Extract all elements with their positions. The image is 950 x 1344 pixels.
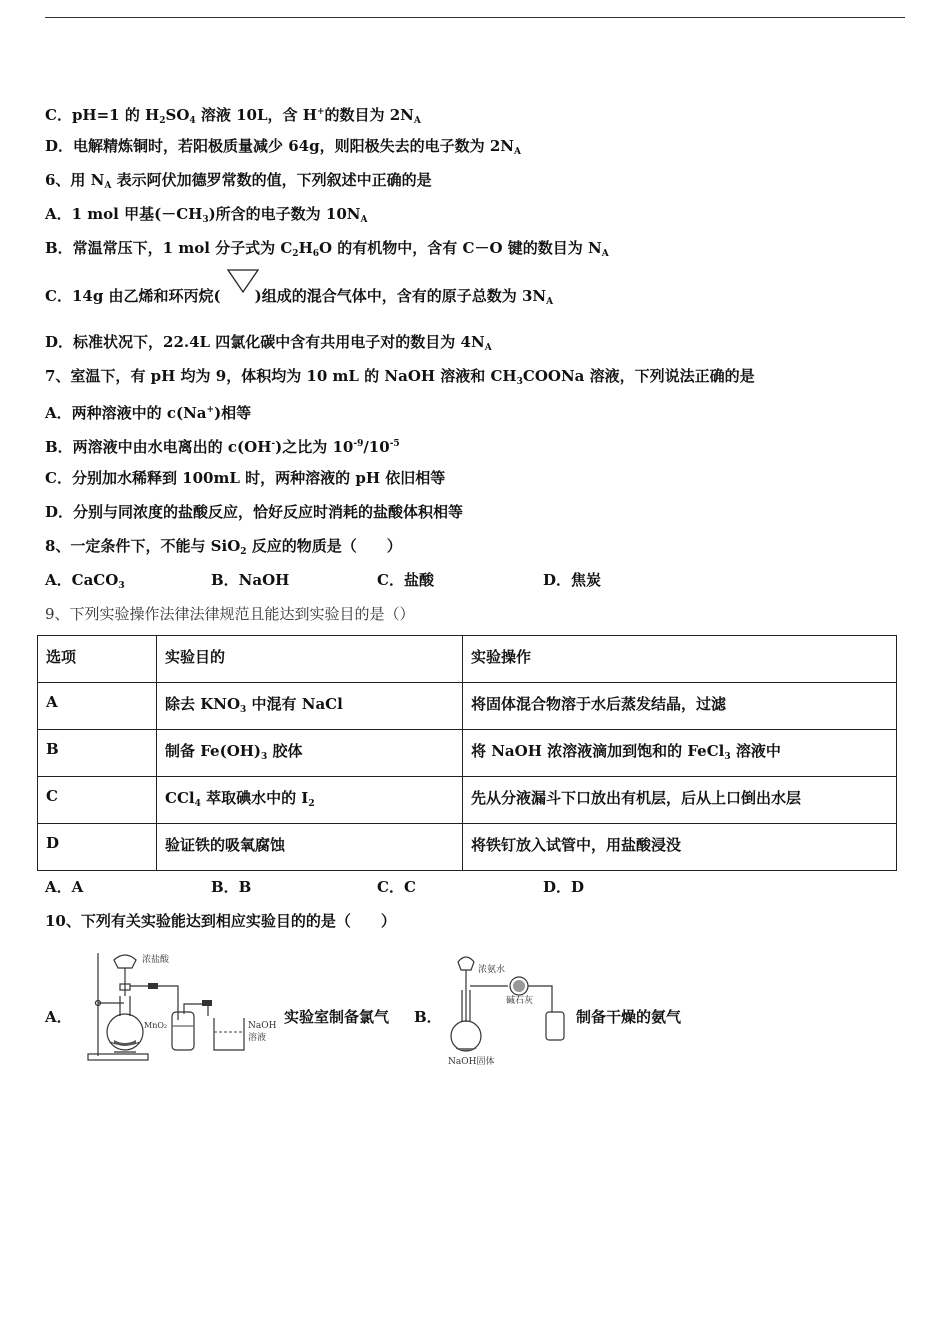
q6-option-c: C．14g 由乙烯和环丙烷( )组成的混合气体中，含有的原子总数为 $3N_A$ (45, 287, 554, 307)
experiment-table (37, 635, 897, 871)
cyclopropane-icon (226, 268, 260, 294)
q6-option-b: B．常温常压下，1 mol 分子式为 $C_2H_6O$ 的有机物中，含有 C－O 键的数目为 $N_A$ (45, 239, 609, 259)
table-cell-operation: 将铁钉放入试管中，用盐酸浸没 (463, 824, 897, 871)
q9-option-b: B．B (211, 878, 252, 896)
table-cell-purpose: CCl$_4$ 萃取碘水中的 $I_2$ (157, 777, 463, 824)
table-cell-option: C (38, 777, 157, 824)
chlorine-apparatus-figure (84, 948, 282, 1066)
table-cell-option: D (38, 824, 157, 871)
q9-option-d: D．D (543, 878, 585, 896)
q10-option-b-label: B． (414, 1008, 442, 1026)
table-row (38, 683, 897, 730)
naoh-label: NaOH (248, 1021, 277, 1031)
naoh-solution-label: 溶液 (248, 1033, 267, 1043)
q8-option-d: D．焦炭 (543, 571, 602, 589)
soda-lime-label: 碱石灰 (506, 996, 534, 1006)
q8-option-c: C．盐酸 (377, 571, 434, 589)
table-cell-operation: 将 NaOH 浓溶液滴加到饱和的 FeCl$_3$ 溶液中 (463, 730, 897, 777)
q6-option-a: A．1 mol 甲基$(-CH_3)$所含的电子数为 $10N_A$ (45, 205, 368, 225)
q10-option-a-label: A． (45, 1008, 72, 1026)
q10-option-a-text: 实验室制备氯气 (284, 1008, 390, 1026)
header-rule (45, 17, 905, 18)
q9-option-c: C．C (377, 878, 416, 896)
q7-option-b: B．两溶液中由水电离出的 c(OH-)之比为 $10^{-9}/10^{-5}$ (45, 438, 400, 456)
table-header-row (38, 636, 897, 683)
table-row (38, 824, 897, 871)
table-row (38, 730, 897, 777)
q10-option-b-text: 制备干燥的氨气 (576, 1008, 682, 1026)
q9-stem: 9、下列实验操作法律法律规范且能达到实验目的是（） (45, 605, 415, 623)
ammonia-water-label: 浓氨水 (478, 965, 506, 975)
table-header-cell: 选项 (38, 636, 157, 683)
q6-option-d: D．标准状况下，22.4L 四氯化碳中含有共用电子对的数目为 $4N_A$ (45, 333, 492, 353)
q9-option-a: A．A (45, 878, 84, 896)
q7-option-a: A．两种溶液中的 c(Na+)相等 (45, 404, 252, 422)
ammonia-apparatus-figure (446, 950, 574, 1070)
mno2-label: MnO₂ (144, 1021, 168, 1030)
q5-option-d: D．电解精炼铜时，若阳极质量减少 64g，则阳极失去的电子数为 $2N_A$ (45, 137, 521, 157)
naoh-solid-label: NaOH固体 (448, 1057, 495, 1067)
table-cell-purpose: 制备 $Fe(OH)_3$ 胶体 (157, 730, 463, 777)
q8-option-b: B．NaOH (211, 571, 290, 589)
q10-stem: 10、下列有关实验能达到相应实验目的的是（ ） (45, 912, 396, 930)
table-cell-option: B (38, 730, 157, 777)
table-cell-option: A (38, 683, 157, 730)
table-cell-purpose: 除去 $KNO_3$ 中混有 NaCl (157, 683, 463, 730)
table-header-cell: 实验目的 (157, 636, 463, 683)
q7-option-c: C．分别加水稀释到 100mL 时，两种溶液的 pH 依旧相等 (45, 469, 446, 487)
q5-option-c: C．pH=1 的 $H_2SO_4$ 溶液 10L，含 H+的数目为 $2N_A$ (45, 106, 421, 126)
table-cell-operation: 将固体混合物溶于水后蒸发结晶，过滤 (463, 683, 897, 730)
table-row (38, 777, 897, 824)
hcl-label: 浓盐酸 (142, 955, 170, 965)
q8-stem: 8、一定条件下，不能与 SiO$_2$ 反应的物质是（ ） (45, 537, 402, 557)
q7-option-d: D．分别与同浓度的盐酸反应，恰好反应时消耗的盐酸体积相等 (45, 503, 464, 521)
table-cell-operation: 先从分液漏斗下口放出有机层，后从上口倒出水层 (463, 777, 897, 824)
table-header-cell: 实验操作 (463, 636, 897, 683)
q6-stem: 6、用 $N_A$ 表示阿伏加德罗常数的值，下列叙述中正确的是 (45, 171, 432, 191)
q7-stem: 7、室温下，有 pH 均为 9，体积均为 10 mL 的 NaOH 溶液和 $CH_3COONa$ 溶液，下列说法正确的是 (45, 367, 755, 387)
table-cell-purpose: 验证铁的吸氧腐蚀 (157, 824, 463, 871)
q8-option-a: A．CaCO$_3$ (45, 571, 125, 591)
